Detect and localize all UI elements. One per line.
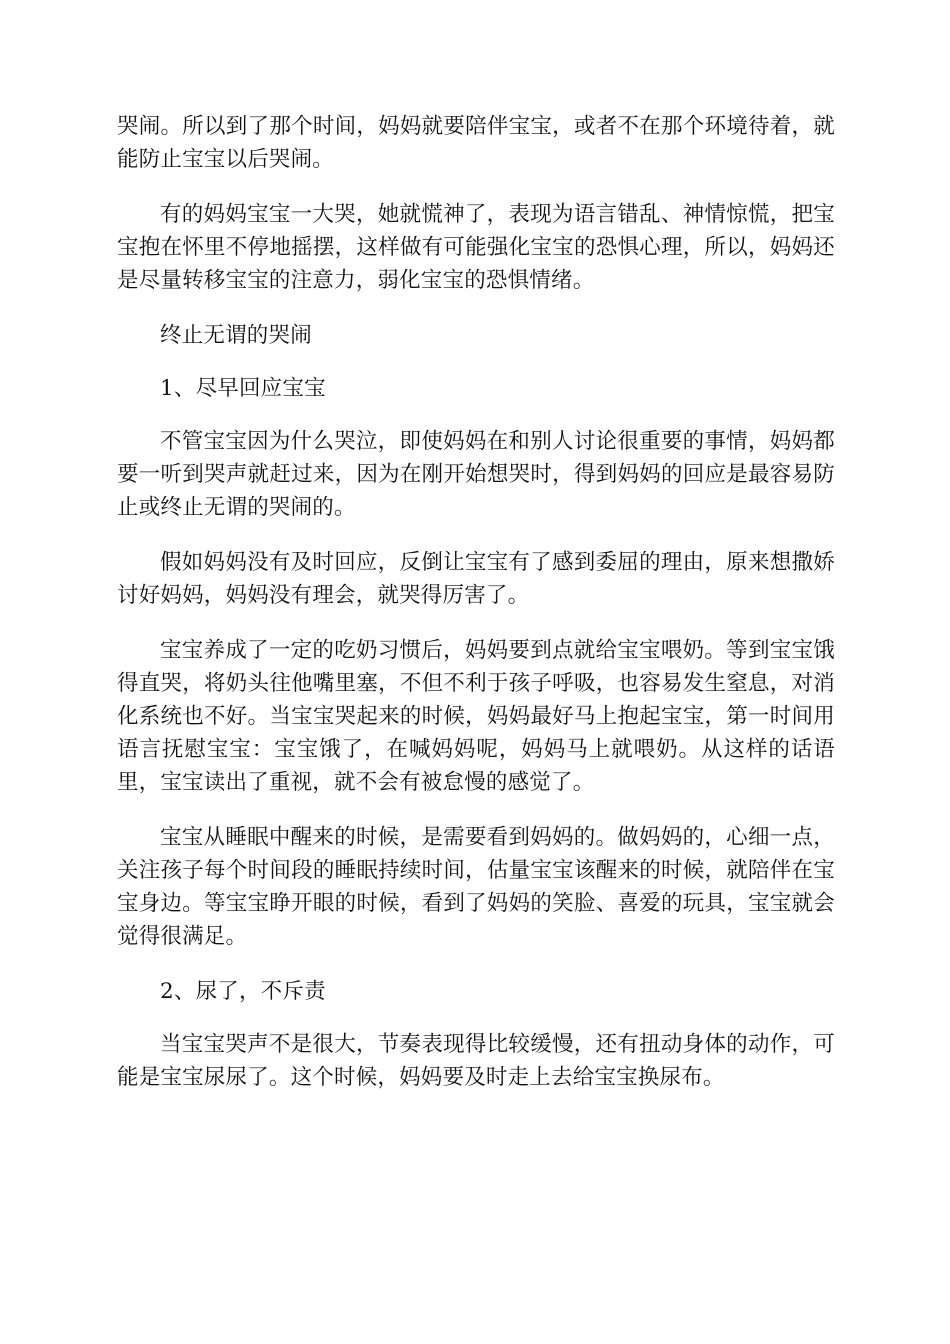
paragraph-waking: 宝宝从睡眠中醒来的时候，是需要看到妈妈的。做妈妈的，心细一点，关注孩子每个时间段的睡眠持续时间，估量宝宝该醒来的时候，就陪伴在宝宝身边。等宝宝睁开眼的时候，看到了妈妈的笑脸、喜爱的玩具，宝宝就会觉得很满足。 — [117, 825, 835, 949]
paragraph-feeding: 宝宝养成了一定的吃奶习惯后，妈妈要到点就给宝宝喂奶。等到宝宝饿得直哭，将奶头往他嘴里塞，不但不利于孩子呼吸，也容易发生窒息，对消化系统也不好。当宝宝哭起来的时候，妈妈最好马上抱起宝宝，第一时间用语言抚慰宝宝：宝宝饿了，在喊妈妈呢，妈妈马上就喂奶。从这样的话语里，宝宝读出了重视，就不会有被怠慢的感觉了。 — [117, 638, 835, 795]
paragraph-no-response: 假如妈妈没有及时回应，反倒让宝宝有了感到委屈的理由，原来想撒娇讨好妈妈，妈妈没有理会，就哭得厉害了。 — [117, 550, 835, 608]
paragraph-respond: 不管宝宝因为什么哭泣，即使妈妈在和别人讨论很重要的事情，妈妈都要一听到哭声就赶过来，因为在刚开始想哭时，得到妈妈的回应是最容易防止或终止无谓的哭闹的。 — [117, 429, 835, 520]
document-body — [117, 110, 835, 1116]
section-heading: 终止无谓的哭闹 — [160, 323, 312, 348]
paragraph-panic: 有的妈妈宝宝一大哭，她就慌神了，表现为语言错乱、神情惊慌，把宝宝抱在怀里不停地摇摆，这样做有可能强化宝宝的恐惧心理，所以，妈妈还是尽量转移宝宝的注意力，弱化宝宝的恐惧情绪。 — [117, 202, 835, 293]
paragraph-diaper: 当宝宝哭声不是很大，节奏表现得比较缓慢，还有扭动身体的动作，可能是宝宝尿尿了。这个时候，妈妈要及时走上去给宝宝换尿布。 — [117, 1032, 835, 1090]
subheading-no-scolding: 2、尿了，不斥责 — [160, 979, 326, 1004]
subheading-respond-early: 1、尽早回应宝宝 — [160, 376, 326, 401]
paragraph-continuation: 哭闹。所以到了那个时间，妈妈就要陪伴宝宝，或者不在那个环境待着，就能防止宝宝以后哭闹。 — [117, 114, 835, 172]
